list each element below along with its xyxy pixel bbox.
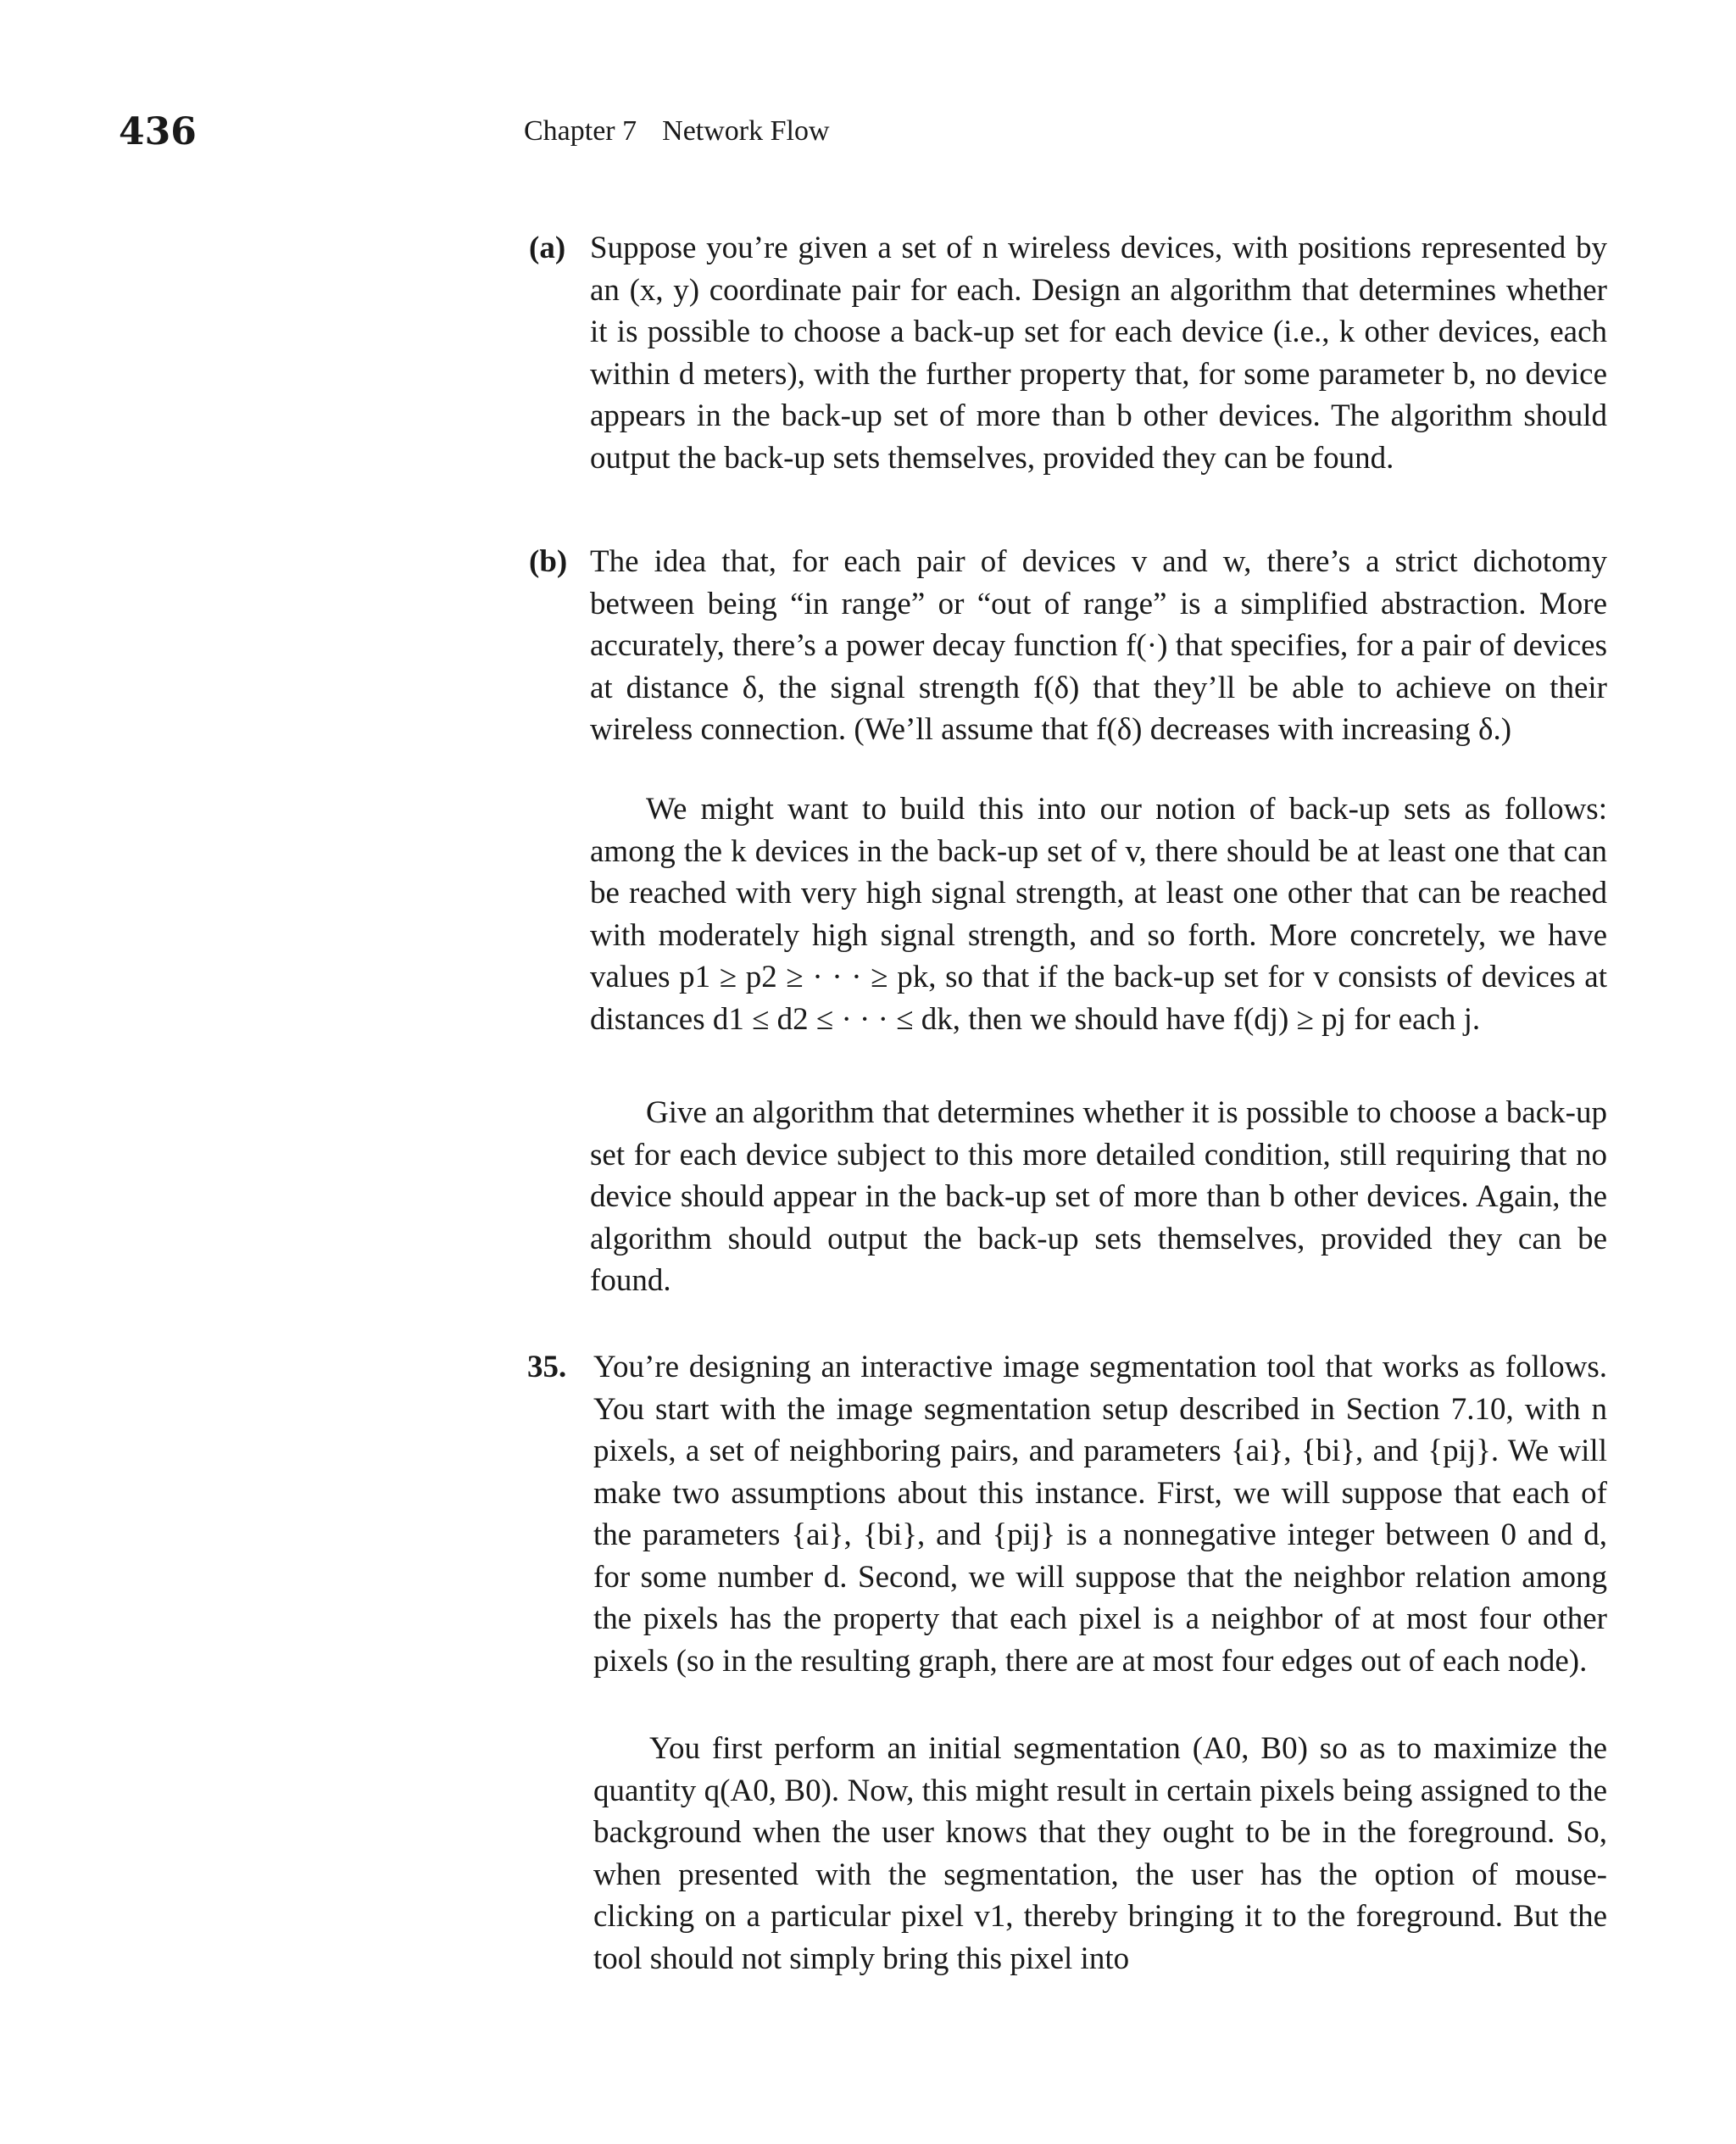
part-a-text: Suppose you’re given a set of n wireless devices, with positions represented by an (x, y) coordinate pair for each. Design an algorithm that determines whether it is possible to choose a back-up set for each device (i.e., k other devices, each within d meters), with the further property that, for some parameter b, no device appears in the back-up set of more than b other devices. The algorithm should output the back-up sets themselves, provided they can be found. bbox=[590, 231, 1607, 476]
part-b-paragraph-1: The idea that, for each pair of devices v and w, there’s a strict dichotomy between being “in range” or “out of range” is a simplified abstraction. More accurately, there’s a power decay function f(·) that specifies, for a pair of devices at distance δ, the signal strength f(δ) that they’ll be able to achieve on their wireless connection. (We’ll assume that f(δ) decreases with increasing δ.) bbox=[590, 544, 1607, 747]
problem-35-paragraph-2: You first perform an initial segmentation (A0, B0) so as to maximize the quantity q(A0, B0). Now, this might result in certain pixels being assigned to the background when the user knows that they ought to be in the foreground. So, when presented with the segmentation, the user has the option of mouse-clicking on a particular pixel v1, thereby bringing it to the foreground. But the tool should not simply bring this pixel into bbox=[593, 1731, 1607, 1976]
part-b-label: (b) bbox=[529, 544, 568, 579]
part-b-continued-2 bbox=[590, 1092, 1607, 1302]
page-number: 436 bbox=[119, 110, 197, 153]
part-a bbox=[529, 227, 1607, 479]
part-b-paragraph-2: We might want to build this into our notion of back-up sets as follows: among the k devices in the back-up set of v, there should be at least one that can be reached with very high signal strength, at least one other that can be reached with moderately high signal strength, and so forth. More concretely, we have values p1 ≥ p2 ≥ · · · ≥ pk, so that if the back-up set for v consists of devices at distances d1 ≤ d2 ≤ · · · ≤ dk, then we should have f(dj) ≥ pj for each j. bbox=[590, 792, 1607, 1037]
part-b-paragraph-3: Give an algorithm that determines whether it is possible to choose a back-up set for each device subject to this more detailed condition, still requiring that no device should appear in the back-up set of more than b other devices. Again, the algorithm should output the back-up sets themselves, provided they can be found. bbox=[590, 1095, 1607, 1298]
part-a-label: (a) bbox=[529, 231, 566, 265]
problem-35-paragraph-1: You’re designing an interactive image segmentation tool that works as follows. You start with the image segmentation setup described in Section 7.10, with n pixels, a set of neighboring pairs, and parameters {ai}, {bi}, and {pij}. We will make two assumptions about this instance. First, we will suppose that each of the parameters {ai}, {bi}, and {pij} is a nonnegative integer between 0 and d, for some number d. Second, we will suppose that the neighbor relation among the pixels has the property that each pixel is a neighbor of at most four other pixels (so in the resulting graph, there are at most four edges out of each node). bbox=[593, 1350, 1607, 1679]
chapter-title: Network Flow bbox=[662, 115, 830, 147]
part-b-continued-1 bbox=[590, 788, 1607, 1040]
problem-35 bbox=[527, 1346, 1607, 1682]
part-b bbox=[529, 541, 1607, 751]
problem-number: 35. bbox=[527, 1350, 567, 1384]
chapter-label: Chapter 7 bbox=[524, 115, 637, 147]
running-head bbox=[524, 115, 830, 148]
problem-35-continued bbox=[593, 1728, 1607, 1980]
